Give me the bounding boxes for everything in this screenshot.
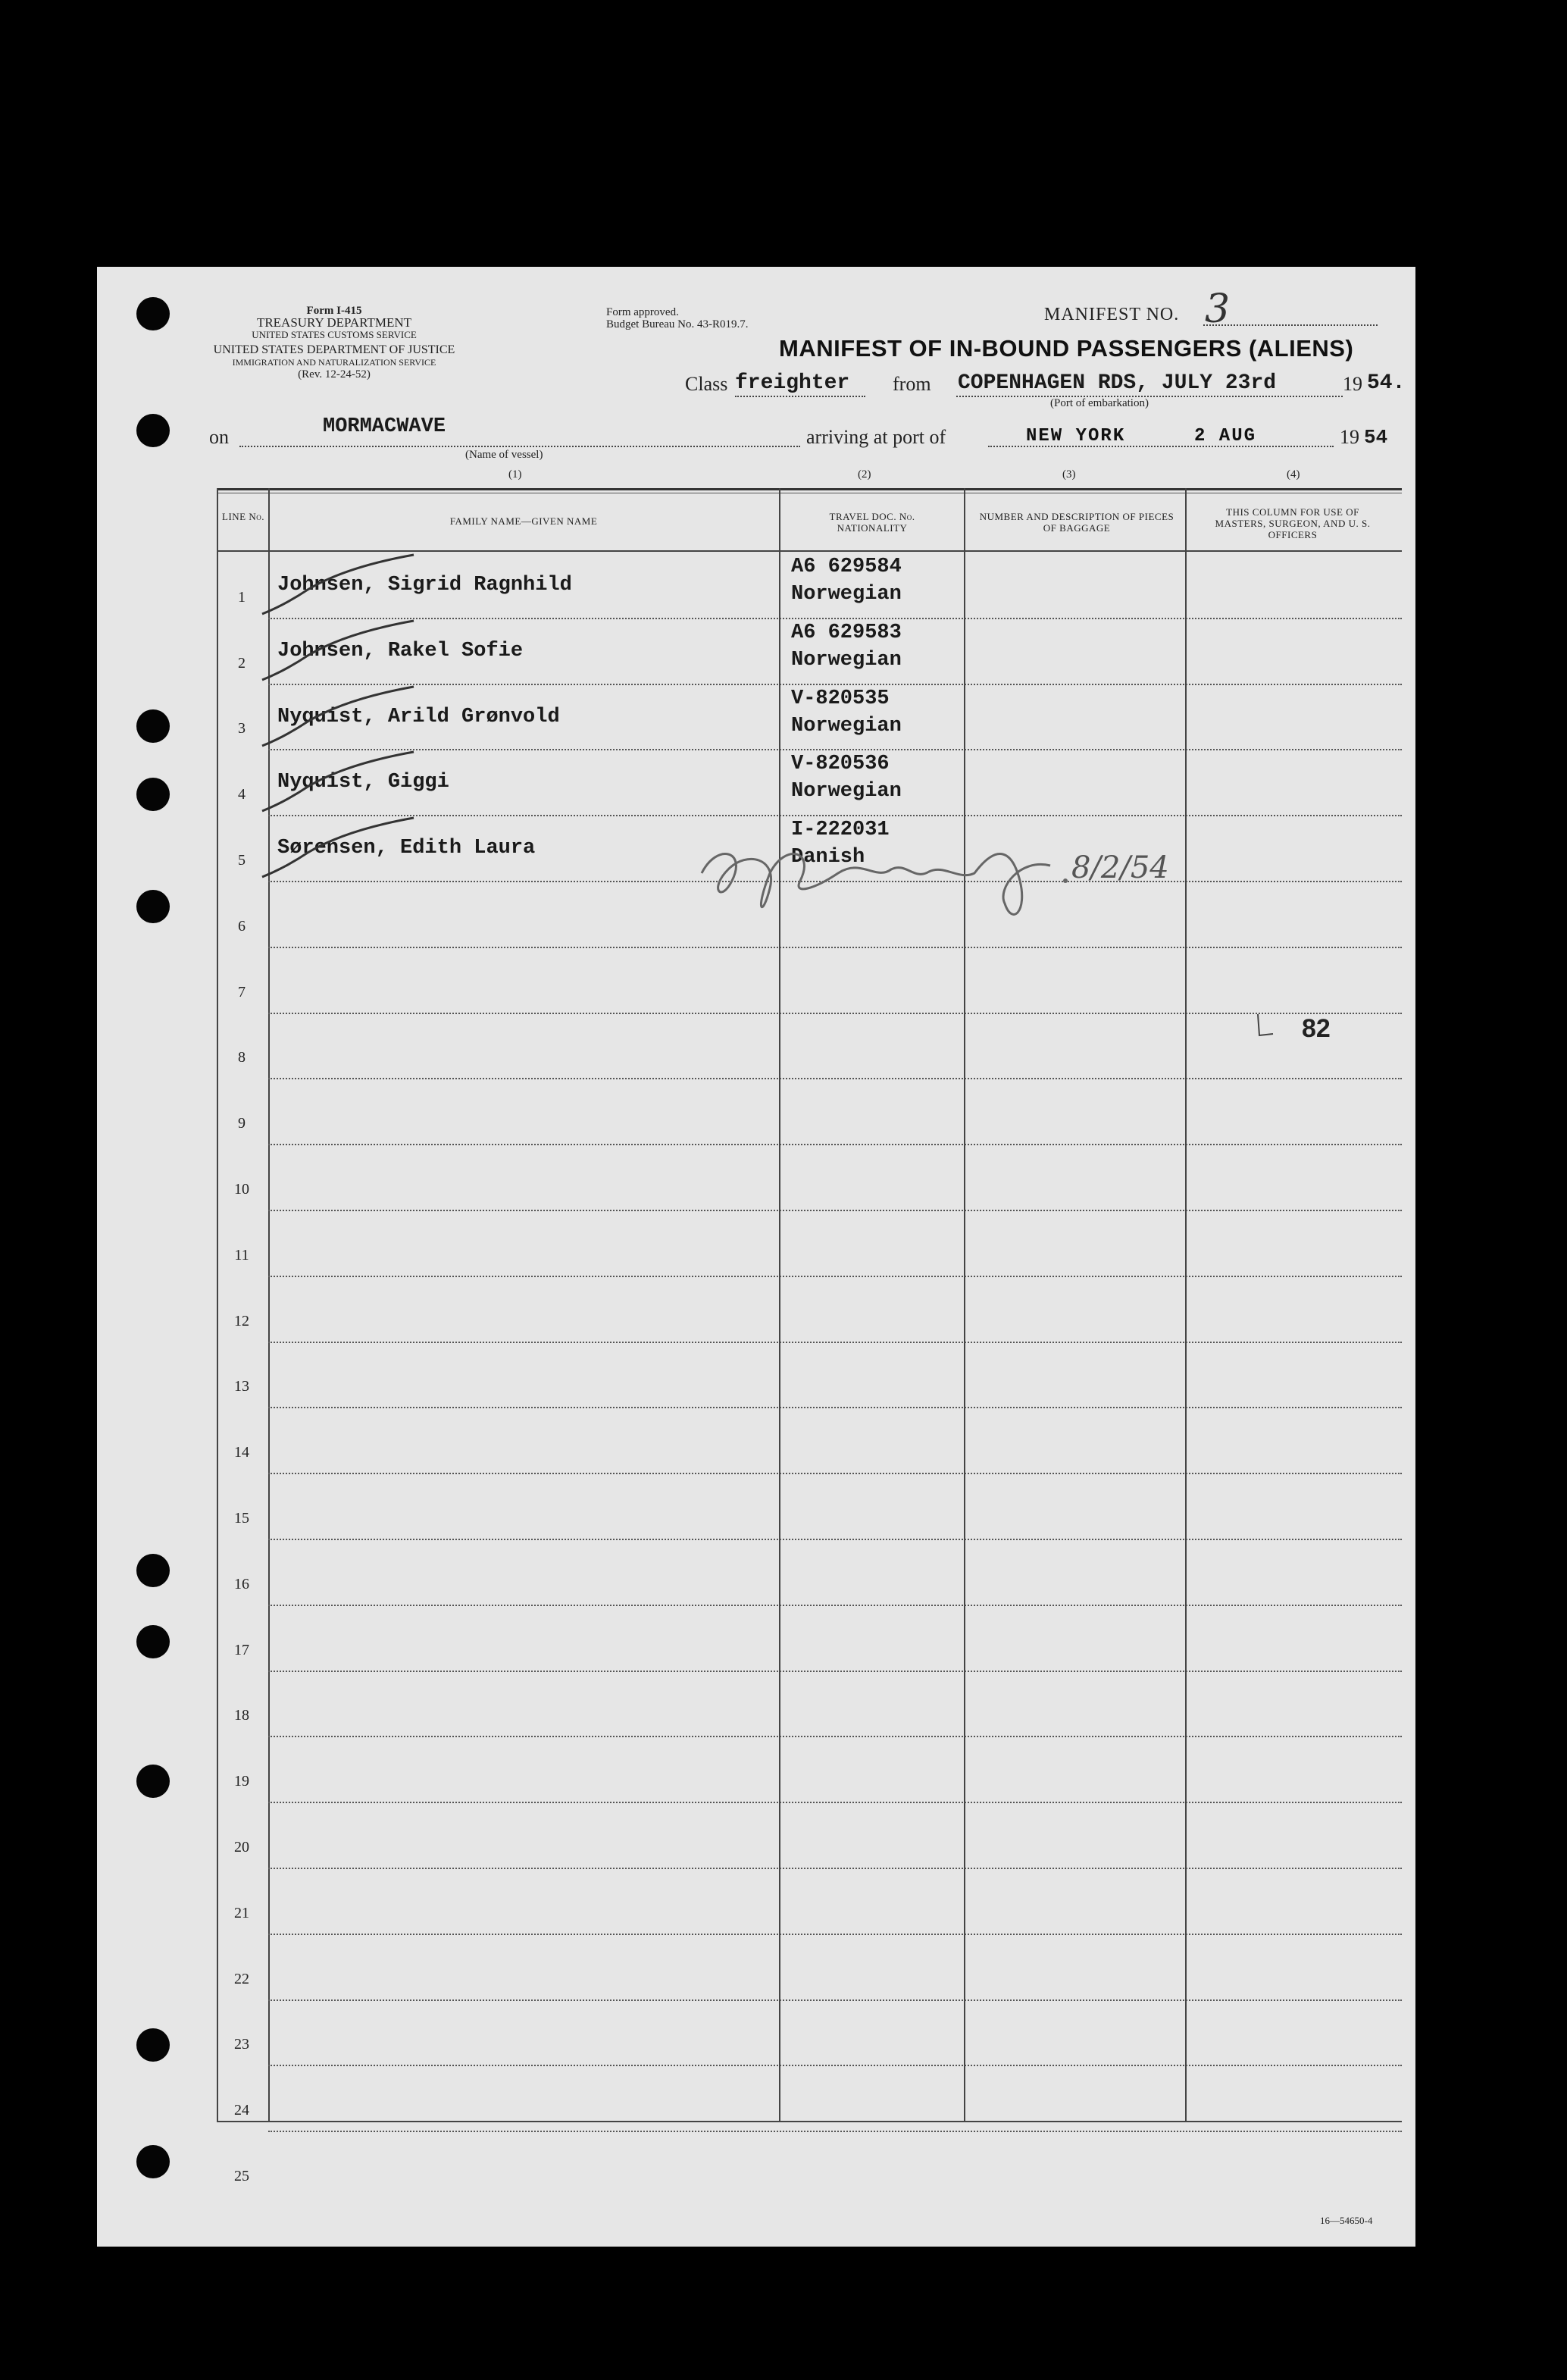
from-label: from — [893, 373, 931, 395]
row-divider — [268, 815, 1402, 816]
line-number: 16 — [234, 1575, 249, 1592]
officer-tick-mark — [1253, 1011, 1276, 1041]
binder-hole — [136, 2145, 170, 2178]
row-divider — [268, 2131, 1402, 2132]
year-prefix: 19 — [1343, 373, 1362, 395]
binder-hole — [136, 2028, 170, 2062]
row-divider — [268, 684, 1402, 685]
line-number: 13 — [234, 1378, 249, 1395]
row-divider — [268, 1276, 1402, 1277]
tick-stroke — [1258, 1014, 1273, 1035]
binder-hole — [136, 709, 170, 743]
row-divider — [268, 1078, 1402, 1079]
customs-service: UNITED STATES CUSTOMS SERVICE — [252, 329, 417, 340]
line-number: 1 — [238, 588, 246, 606]
arriving-label: arriving at port of — [806, 426, 946, 448]
form-number: Form I-415 — [306, 305, 362, 317]
nationality: Norwegian — [791, 583, 902, 606]
binder-hole — [136, 778, 170, 811]
vessel-line — [239, 446, 800, 447]
binder-hole — [136, 297, 170, 330]
nationality: Norwegian — [791, 714, 902, 737]
page-title: MANIFEST OF IN-BOUND PASSENGERS (ALIENS) — [779, 335, 1354, 362]
row-divider — [268, 1342, 1402, 1343]
line-number: 10 — [234, 1181, 249, 1198]
row-divider — [268, 1473, 1402, 1474]
row-divider — [268, 1013, 1402, 1014]
binder-hole — [136, 890, 170, 923]
line-number: 20 — [234, 1839, 249, 1855]
footer-code: 16—54650-4 — [1320, 2215, 1373, 2226]
travel-doc-number: V-820536 — [791, 753, 890, 776]
line-number: 12 — [234, 1312, 249, 1329]
check-mark-stroke — [255, 815, 421, 883]
col-num-3: (3) — [1062, 468, 1076, 481]
table-top-border — [217, 488, 1402, 490]
col-divider-travel — [964, 488, 965, 2122]
class-line — [735, 396, 865, 397]
nationality: Norwegian — [791, 780, 902, 803]
manifest-sheet — [97, 267, 1415, 2247]
officer-note: 82 — [1302, 1014, 1331, 1043]
line-number: 11 — [234, 1246, 249, 1264]
table-left-border — [217, 488, 218, 2122]
arrival-year-prefix: 19 — [1340, 426, 1359, 448]
row-divider — [268, 1407, 1402, 1408]
travel-doc-number: I-222031 — [791, 819, 890, 842]
header-line-no: LINE No. — [222, 511, 264, 522]
row-divider — [268, 1736, 1402, 1737]
binder-hole — [136, 1625, 170, 1658]
check-mark-path — [262, 621, 414, 680]
col-num-4: (4) — [1287, 468, 1300, 481]
vessel-name: MORMACWAVE — [323, 415, 446, 438]
ins-service: IMMIGRATION AND NATURALIZATION SERVICE — [232, 357, 436, 368]
line-number: 2 — [238, 654, 246, 672]
signature-stroke — [702, 854, 1050, 915]
nationality: Danish — [791, 846, 865, 869]
revision: (Rev. 12-24-52) — [298, 368, 371, 380]
line-number: 19 — [234, 1773, 249, 1790]
passenger-name: Johnsen, Sigrid Ragnhild — [277, 574, 572, 597]
agency-block — [194, 305, 474, 380]
class-label: Class — [685, 373, 728, 395]
travel-doc-number: A6 629583 — [791, 621, 902, 644]
row-divider — [268, 947, 1402, 948]
row-divider — [268, 1802, 1402, 1803]
travel-doc-number: A6 629584 — [791, 556, 902, 578]
inspector-signature — [687, 828, 1262, 926]
row-divider — [268, 1539, 1402, 1540]
check-mark-stroke — [255, 684, 421, 752]
line-number: 3 — [238, 720, 246, 737]
class-value: freighter — [735, 371, 850, 395]
row-divider — [268, 2065, 1402, 2066]
line-number: 15 — [234, 1510, 249, 1527]
manifest-number-label: MANIFEST NO. — [1044, 305, 1180, 324]
line-number: 23 — [234, 2036, 249, 2053]
check-mark-path — [262, 555, 414, 614]
passenger-name: Nyquist, Arild Grønvold — [277, 705, 560, 728]
row-divider — [268, 1144, 1402, 1145]
col-num-2: (2) — [858, 468, 871, 481]
travel-doc-number: V-820535 — [791, 687, 890, 710]
arrival-port-stamp: NEW YORK — [1026, 426, 1126, 446]
on-label: on — [209, 426, 229, 448]
check-mark-stroke — [255, 618, 421, 686]
binder-hole — [136, 1554, 170, 1587]
port-embarkation-caption: (Port of embarkation) — [1050, 397, 1149, 409]
check-mark-stroke — [255, 552, 421, 620]
line-number: 8 — [238, 1049, 246, 1066]
passenger-name: Sørensen, Edith Laura — [277, 837, 536, 860]
passenger-table — [217, 488, 1402, 2184]
row-divider — [268, 1210, 1402, 1211]
header-name: FAMILY NAME—GIVEN NAME — [449, 515, 598, 527]
passenger-name: Johnsen, Rakel Sofie — [277, 639, 524, 662]
check-mark-path — [262, 818, 414, 877]
manifest-number-value: 3 — [1205, 287, 1231, 332]
header-travel-doc: TRAVEL DOC. No. NATIONALITY — [829, 511, 915, 534]
col-divider-baggage — [1185, 488, 1187, 2122]
row-divider — [268, 1868, 1402, 1869]
form-approved: Form approved. — [606, 306, 679, 318]
check-mark-path — [262, 752, 414, 811]
passenger-name: Nyquist, Giggi — [277, 771, 449, 794]
header-baggage: NUMBER AND DESCRIPTION OF PIECES OF BAGGAGE — [979, 511, 1174, 534]
binder-hole — [136, 1765, 170, 1798]
line-number: 7 — [238, 983, 246, 1001]
budget-bureau: Budget Bureau No. 43-R019.7. — [606, 318, 749, 330]
check-mark-stroke — [255, 749, 421, 817]
arrival-date-stamp: 2 AUG — [1194, 426, 1257, 446]
vessel-caption: (Name of vessel) — [465, 449, 543, 461]
line-number: 25 — [234, 2168, 249, 2184]
justice-department: UNITED STATES DEPARTMENT OF JUSTICE — [213, 343, 455, 356]
check-mark-path — [262, 687, 414, 746]
line-number: 22 — [234, 1970, 249, 1987]
signature-date: 8/2/54 — [1071, 850, 1169, 885]
line-number: 9 — [238, 1115, 246, 1132]
line-number: 4 — [238, 786, 246, 803]
row-divider — [268, 749, 1402, 750]
table-bottom-border — [217, 2121, 1402, 2122]
col-divider-name — [779, 488, 780, 2122]
row-divider — [268, 1934, 1402, 1935]
header-officers: THIS COLUMN FOR USE OF MASTERS, SURGEON, AND U. S. OFFICERS — [1215, 506, 1371, 540]
row-divider — [268, 2000, 1402, 2001]
signature-dot — [1063, 878, 1068, 883]
line-number: 21 — [234, 1904, 249, 1921]
line-number: 17 — [234, 1641, 249, 1658]
row-divider — [268, 1671, 1402, 1672]
line-number: 5 — [238, 852, 246, 869]
embarkation-value: COPENHAGEN RDS, JULY 23rd — [958, 371, 1277, 395]
line-number: 14 — [234, 1444, 249, 1461]
nationality: Norwegian — [791, 648, 902, 672]
arrival-year: 54 — [1364, 426, 1388, 449]
line-number: 18 — [234, 1707, 249, 1724]
approval-block — [606, 306, 803, 330]
col-num-1: (1) — [508, 468, 522, 481]
line-number: 6 — [238, 917, 246, 935]
treasury-department: TREASURY DEPARTMENT — [256, 315, 412, 330]
line-number: 24 — [234, 2102, 249, 2119]
row-divider — [268, 1605, 1402, 1606]
embarkation-line — [956, 396, 1343, 397]
row-divider — [268, 618, 1402, 619]
year-value: 54. — [1367, 371, 1406, 395]
binder-hole — [136, 414, 170, 447]
